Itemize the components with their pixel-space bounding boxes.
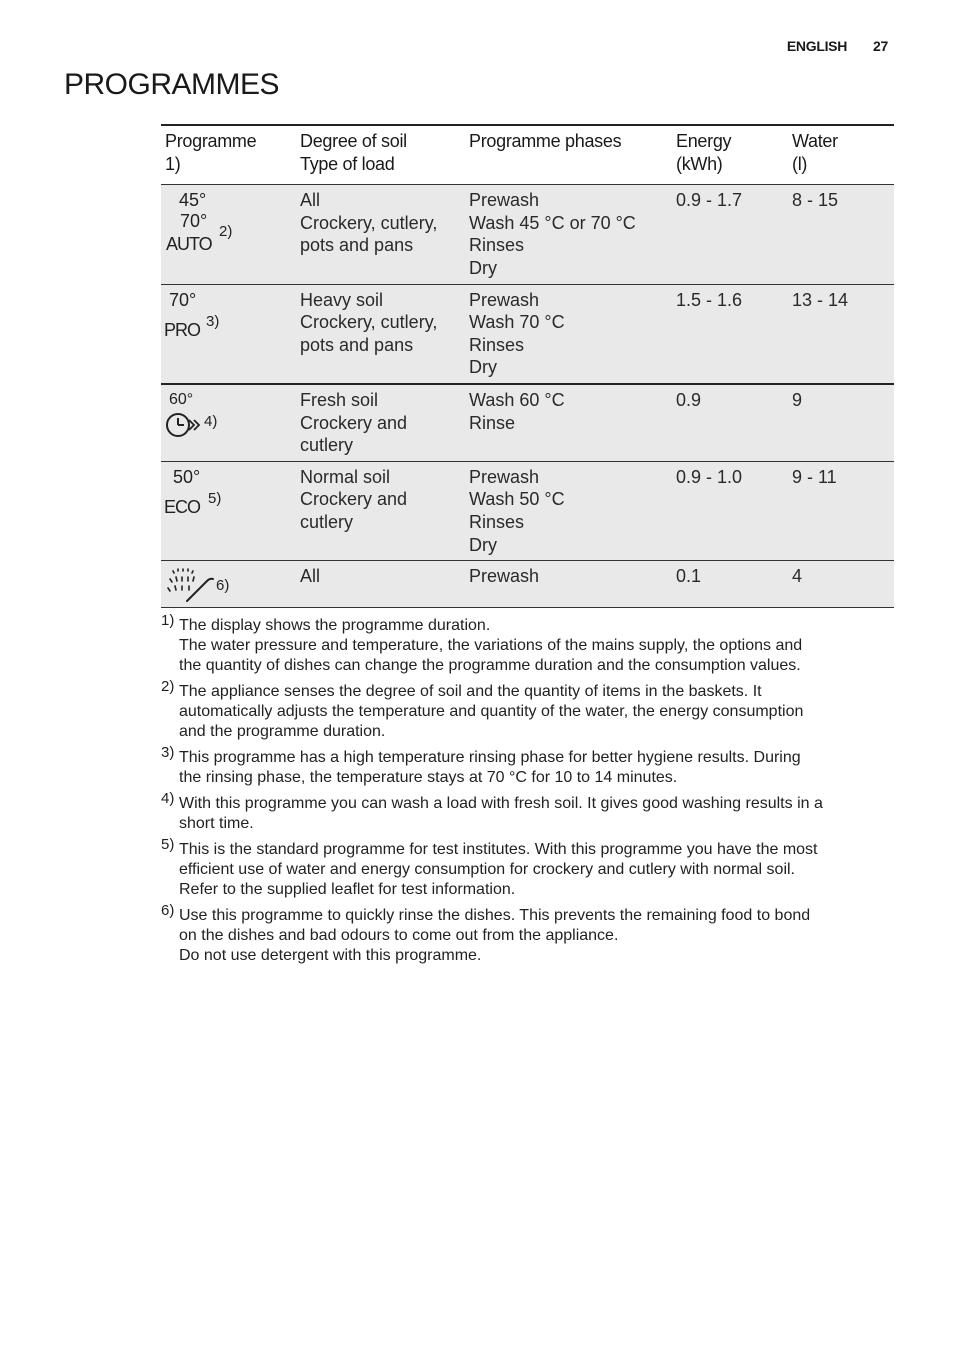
programmes-table [161,124,894,608]
header-soil: Degree of soil Type of load [296,125,465,185]
programme-symbol-auto: 45° 70° AUTO 2) [161,185,296,284]
energy-cell: 0.1 [672,561,788,608]
table-header-row [161,125,894,185]
page-number: 27 [873,38,888,54]
footnote: 1) The display shows the programme duration. The water pressure and temperature, the variations of the mains supply, the options and the quantity of dishes can change the programme duration and the consumption values. [161,612,803,674]
programme-symbol-quick: 60° 4) [161,384,296,461]
energy-cell: 0.9 - 1.0 [672,461,788,560]
header-water: Water (l) [788,125,894,185]
water-cell: 9 [788,384,894,461]
footnote: 2) The appliance senses the degree of soil and the quantity of items in the baskets. It automatically adjusts the temperature and quantity of the water, the energy consumption and the programme duration. [161,678,804,740]
energy-cell: 0.9 [672,384,788,461]
table-row [161,384,894,461]
soil-cell: All [296,561,465,608]
phases-cell: Wash 60 °C Rinse [465,384,672,461]
water-cell: 13 - 14 [788,284,894,384]
programme-symbol-eco: 50° ECO 5) [161,461,296,560]
table-row [161,284,894,384]
clock-fast-icon [165,411,203,445]
table-row [161,461,894,560]
table-row [161,561,894,608]
phases-cell: Prewash Wash 50 °C Rinses Dry [465,461,672,560]
programme-symbol-rinse: 6) [161,561,296,608]
water-cell: 8 - 15 [788,185,894,284]
header-energy: Energy (kWh) [672,125,788,185]
page-header [787,38,888,54]
header-programme: Programme 1) [161,125,296,185]
soil-cell: Heavy soil Crockery, cutlery, pots and pans [296,284,465,384]
phases-cell: Prewash [465,561,672,608]
phases-cell: Prewash Wash 45 °C or 70 °C Rinses Dry [465,185,672,284]
soil-cell: Fresh soil Crockery and cutlery [296,384,465,461]
energy-cell: 1.5 - 1.6 [672,284,788,384]
footnote: 6) Use this programme to quickly rinse the dishes. This prevents the remaining food to bond on the dishes and bad odours to come out from the appliance. Do not use detergent with this programme. [161,902,811,964]
footnote: 5) This is the standard programme for test institutes. With this programme you have the most efficient use of water and energy consumption for crockery and cutlery with normal soil. Refer to the supplied leaflet for test information. [161,836,818,898]
footnotes [161,612,891,972]
page-title: PROGRAMMES [64,68,280,101]
soil-cell: All Crockery, cutlery, pots and pans [296,185,465,284]
footnote: 3) This programme has a high temperature rinsing phase for better hygiene results. During the rinsing phase, the temperature stays at 70 °C for 10 to 14 minutes. [161,744,801,786]
water-cell: 4 [788,561,894,608]
rinse-spray-icon [167,567,215,609]
footnote: 4) With this programme you can wash a load with fresh soil. It gives good washing results in a short time. [161,790,823,832]
water-cell: 9 - 11 [788,461,894,560]
programme-symbol-pro: 70° PRO 3) [161,284,296,384]
phases-cell: Prewash Wash 70 °C Rinses Dry [465,284,672,384]
header-phases: Programme phases [465,125,672,185]
energy-cell: 0.9 - 1.7 [672,185,788,284]
soil-cell: Normal soil Crockery and cutlery [296,461,465,560]
language-label: ENGLISH [786,38,848,54]
table-row [161,185,894,284]
